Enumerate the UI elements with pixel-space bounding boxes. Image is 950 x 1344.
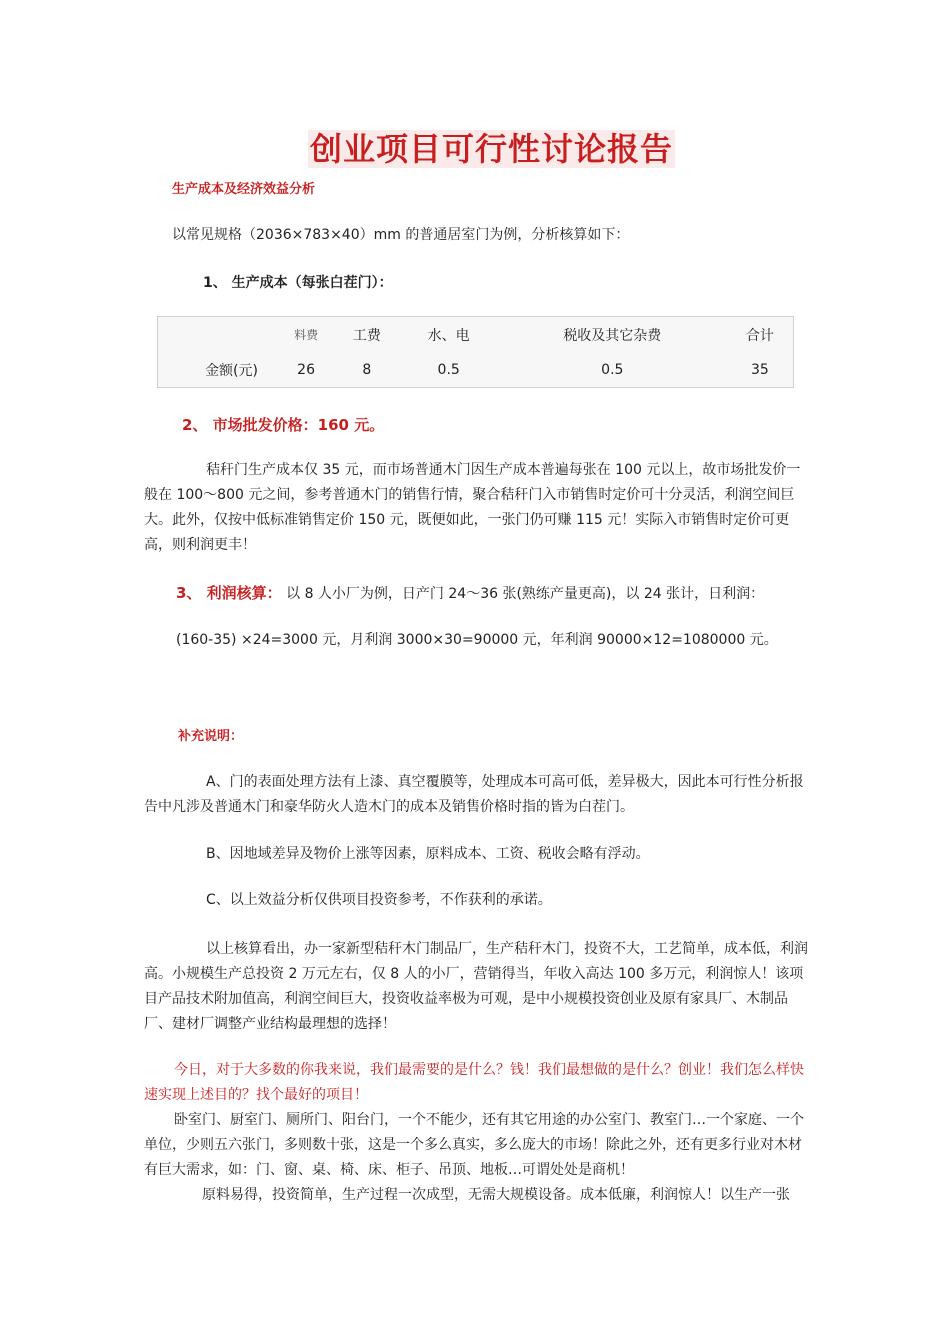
note-a: A、门的表面处理方法有上漆、真空覆膜等，处理成本可高可低，差异极大，因此本可行性分析报告中凡涉及普通木门和豪华防火人造木门的成本及销售价格时指的皆为白茬门。 xyxy=(144,774,804,815)
cost-table-header-cell: 合计 xyxy=(745,327,774,344)
intro-text: 以常见规格（2036×783×40）mm 的普通居室门为例，分析核算如下： xyxy=(172,227,630,243)
profit-text: 以 8 人小厂为例，日产门 24～36 张(熟练产量更高)，以 24 张计，日利润： xyxy=(286,586,765,602)
cost-table-cell: 26 xyxy=(297,361,315,378)
cost-table-header-cell: 料费 xyxy=(294,328,319,342)
price-heading: 2、 市场批发价格：160 元。 xyxy=(182,416,385,434)
section-heading: 生产成本及经济效益分析 xyxy=(172,182,316,197)
cost-table-cell: 0.5 xyxy=(601,361,624,378)
summary-paragraph: 以上核算看出，办一家新型秸秆木门制品厂，生产秸秆木门，投资不大，工艺简单，成本低，利润高。小规模生产总投资 2 万元左右，仅 8 人的小厂，营销得当，年收入高达 100 多万元，利润惊人！该项目产品技术附加值高，利润空间巨大，投资收益率极为可观，是中小规模投资创业及原有家具厂、木制品厂、建材厂调整产业结构最理想的选择！ xyxy=(144,941,808,1032)
cost-table-header-cell: 税收及其它杂费 xyxy=(563,327,662,344)
cost-table-cell: 0.5 xyxy=(437,361,460,378)
cost-table-header-cell: 水、电 xyxy=(427,327,470,344)
profit-heading: 3、 利润核算： xyxy=(176,584,282,602)
note-c: C、以上效益分析仅供项目投资参考，不作获利的承诺。 xyxy=(206,892,552,908)
cost-table-header-cell: 工费 xyxy=(352,327,381,344)
cost-heading: 1、 生产成本（每张白茬门）： xyxy=(203,275,393,291)
note-b: B、因地域差异及物价上涨等因素，原料成本、工资、税收会略有浮动。 xyxy=(206,846,650,862)
cost-table-header-cell xyxy=(158,317,279,353)
document-title: 创业项目可行性讨论报告 xyxy=(309,130,673,168)
highlight-paragraph: 今日，对于大多数的你我来说，我们最需要的是什么？钱！我们最想做的是什么？创业！我们怎么样快速实现上述目的？找个最好的项目！ xyxy=(144,1062,804,1103)
cost-table-row xyxy=(158,352,794,388)
cost-table-cell: 8 xyxy=(362,361,372,378)
market-paragraph: 卧室门、厨室门、厕所门、阳台门，一个不能少，还有其它用途的办公室门、教室门…一个家庭、一个单位，少则五六张门，多则数十张，这是一个多么真实，多么庞大的市场！除此之外，还有更多行业对木材有巨大需求，如：门、窗、桌、椅、床、柜子、吊顶、地板…可谓处处是商机！ xyxy=(144,1112,804,1178)
profit-line xyxy=(176,581,816,607)
supplement-heading: 补充说明： xyxy=(178,729,244,744)
cost-table xyxy=(157,316,794,388)
last-paragraph: 原料易得，投资简单，生产过程一次成型，无需大规模设备。成本低廉，利润惊人！以生产一张 xyxy=(202,1187,790,1203)
price-paragraph: 秸秆门生产成本仅 35 元，而市场普通木门因生产成本普遍每张在 100 元以上，故市场批发价一般在 100～800 元之间，参考普通木门的销售行情，聚合秸秆门入市销售时定价可十分灵活，利润空间巨大。此外，仅按中低标准销售定价 150 元，既便如此，一张门仍可赚 115 元！实际入市销售时定价可更高，则利润更丰！ xyxy=(144,462,801,553)
profit-calculation: (160-35) ×24=3000 元，月利润 3000×30=90000 元，年利润 90000×12=1080000 元。 xyxy=(176,632,778,648)
cost-table-cell: 35 xyxy=(751,361,769,378)
cost-table-row-label: 金额(元) xyxy=(205,362,258,379)
cost-table-header-row xyxy=(158,317,794,353)
